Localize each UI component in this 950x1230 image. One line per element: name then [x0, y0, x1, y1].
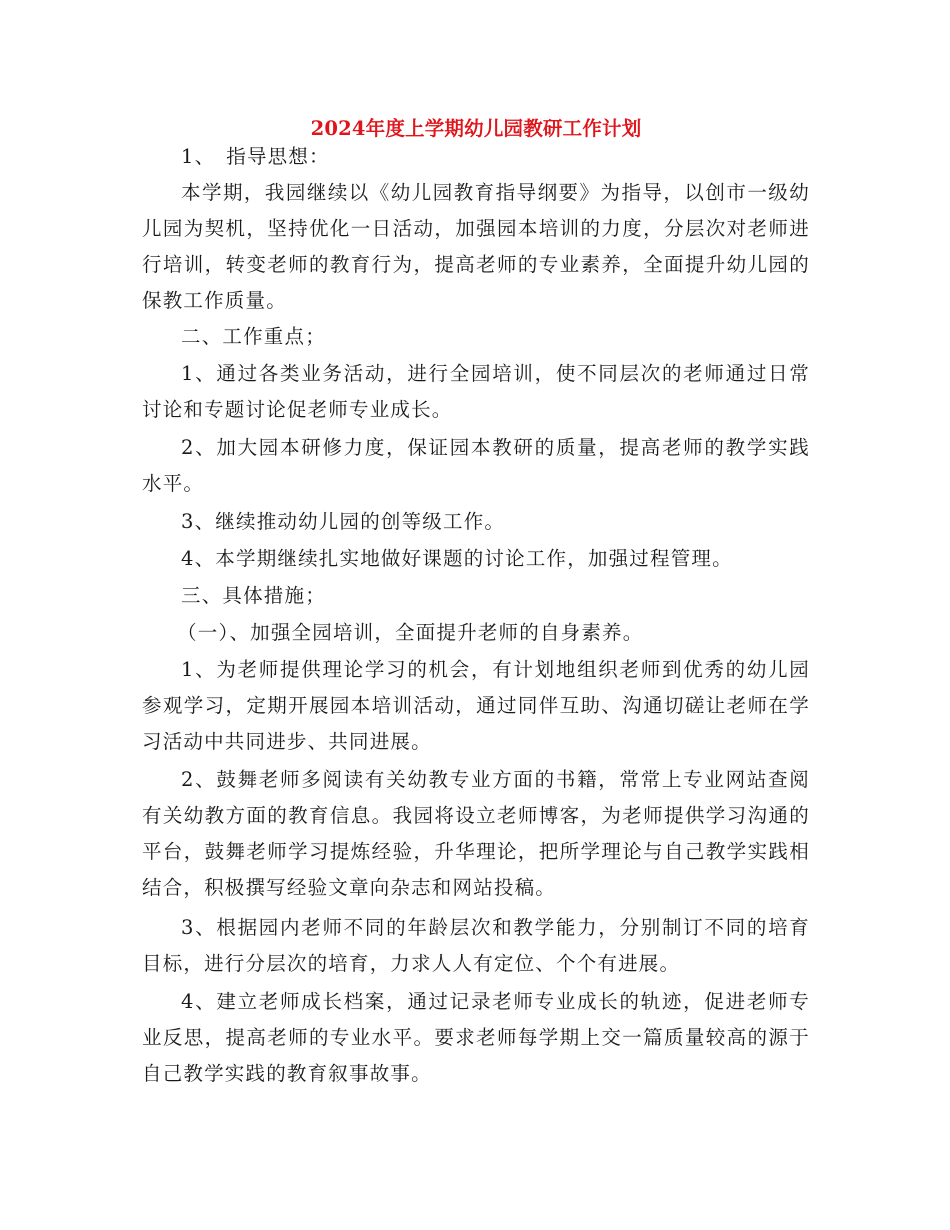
section-heading-guiding-ideology: 1、 指导思想： [181, 145, 330, 168]
measure-item-3: 3、根据园内老师不同的年龄层次和教学能力，分别制订不同的培育目标，进行分层次的培育，力求人人有定位、个个有进展。 [142, 916, 810, 975]
focus-item-4: 4、本学期继续扎实地做好课题的讨论工作，加强过程管理。 [181, 547, 733, 570]
subsection-heading-training: （一）、加强全园培训，全面提升老师的自身素养。 [177, 621, 644, 644]
document-title: 2024年度上学期幼儿园教研工作计划 [310, 117, 642, 140]
focus-item-2: 2、加大园本研修力度，保证园本教研的质量，提高老师的教学实践水平。 [142, 436, 810, 495]
measure-item-4: 4、建立老师成长档案，通过记录老师专业成长的轨迹，促进老师专业反思，提高老师的专业水平。要求老师每学期上交一篇质量较高的源于自己教学实践的教育叙事故事。 [142, 990, 810, 1085]
measure-item-1: 1、为老师提供理论学习的机会，有计划地组织老师到优秀的幼儿园参观学习，定期开展园本培训活动，通过同伴互助、沟通切磋让老师在学习活动中共同进步、共同进展。 [142, 658, 810, 753]
paragraph-guiding-ideology: 本学期，我园继续以《幼儿园教育指导纲要》为指导，以创市一级幼儿园为契机，坚持优化一日活动，加强园本培训的力度，分层次对老师进行培训，转变老师的教育行为，提高老师的专业素养，全面提升幼儿园的保教工作质量。 [142, 181, 810, 312]
measure-item-2: 2、鼓舞老师多阅读有关幼教专业方面的书籍，常常上专业网站查阅有关幼教方面的教育信息。我园将设立老师博客，为老师提供学习沟通的平台，鼓舞老师学习提炼经验，升华理论，把所学理论与自己教学实践相结合，积极撰写经验文章向杂志和网站投稿。 [142, 768, 810, 899]
section-heading-measures: 三、具体措施； [181, 584, 326, 607]
focus-item-3: 3、继续推动幼儿园的创等级工作。 [181, 510, 506, 533]
section-heading-work-focus: 二、工作重点； [181, 325, 326, 348]
focus-item-1: 1、通过各类业务活动，进行全园培训，使不同层次的老师通过日常讨论和专题讨论促老师专业成长。 [142, 362, 810, 421]
